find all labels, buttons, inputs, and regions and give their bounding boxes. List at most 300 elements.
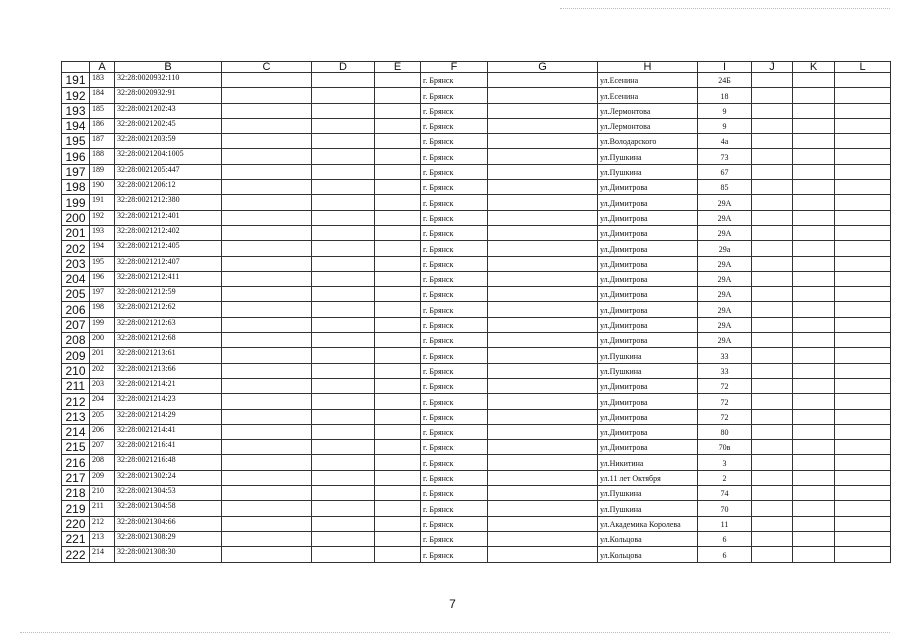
cell-h[interactable]: ул.Димитрова bbox=[598, 409, 698, 424]
cell-c[interactable] bbox=[222, 501, 312, 516]
cell-l[interactable] bbox=[835, 470, 891, 485]
cell-f[interactable]: г. Брянск bbox=[421, 424, 488, 439]
cell-j[interactable] bbox=[752, 210, 793, 225]
row-number[interactable]: 222 bbox=[62, 547, 90, 562]
cell-e[interactable] bbox=[375, 134, 421, 149]
cell-f[interactable]: г. Брянск bbox=[421, 164, 488, 179]
cell-g[interactable] bbox=[488, 547, 598, 562]
cell-j[interactable] bbox=[752, 547, 793, 562]
cell-d[interactable] bbox=[312, 180, 375, 195]
cell-g[interactable] bbox=[488, 195, 598, 210]
row-number[interactable]: 208 bbox=[62, 333, 90, 348]
cell-e[interactable] bbox=[375, 470, 421, 485]
cell-f[interactable]: г. Брянск bbox=[421, 287, 488, 302]
cell-a[interactable]: 187 bbox=[90, 134, 115, 149]
cell-h[interactable]: ул.Димитрова bbox=[598, 440, 698, 455]
cell-l[interactable] bbox=[835, 455, 891, 470]
cell-c[interactable] bbox=[222, 470, 312, 485]
cell-k[interactable] bbox=[793, 210, 835, 225]
cell-h[interactable]: ул.Есенина bbox=[598, 73, 698, 88]
cell-k[interactable] bbox=[793, 348, 835, 363]
row-number[interactable]: 194 bbox=[62, 118, 90, 133]
column-header-a[interactable]: A bbox=[90, 62, 115, 73]
cell-g[interactable] bbox=[488, 164, 598, 179]
cell-l[interactable] bbox=[835, 378, 891, 393]
corner-header[interactable] bbox=[62, 62, 90, 73]
cell-b[interactable]: 32:28:0021206:12 bbox=[115, 180, 222, 195]
cell-e[interactable] bbox=[375, 118, 421, 133]
cell-j[interactable] bbox=[752, 164, 793, 179]
cell-d[interactable] bbox=[312, 103, 375, 118]
cell-i[interactable]: 2 bbox=[698, 470, 752, 485]
cell-k[interactable] bbox=[793, 271, 835, 286]
cell-a[interactable]: 184 bbox=[90, 88, 115, 103]
cell-b[interactable]: 32:28:0021212:411 bbox=[115, 271, 222, 286]
cell-a[interactable]: 197 bbox=[90, 287, 115, 302]
cell-l[interactable] bbox=[835, 103, 891, 118]
cell-c[interactable] bbox=[222, 241, 312, 256]
cell-b[interactable]: 32:28:0021203:59 bbox=[115, 134, 222, 149]
cell-f[interactable]: г. Брянск bbox=[421, 333, 488, 348]
cell-a[interactable]: 193 bbox=[90, 225, 115, 240]
cell-c[interactable] bbox=[222, 164, 312, 179]
cell-f[interactable]: г. Брянск bbox=[421, 271, 488, 286]
cell-d[interactable] bbox=[312, 271, 375, 286]
cell-l[interactable] bbox=[835, 501, 891, 516]
cell-j[interactable] bbox=[752, 363, 793, 378]
cell-i[interactable]: 29А bbox=[698, 256, 752, 271]
column-header-e[interactable]: E bbox=[375, 62, 421, 73]
cell-l[interactable] bbox=[835, 271, 891, 286]
cell-g[interactable] bbox=[488, 180, 598, 195]
cell-d[interactable] bbox=[312, 73, 375, 88]
cell-i[interactable]: 29А bbox=[698, 333, 752, 348]
cell-e[interactable] bbox=[375, 333, 421, 348]
cell-g[interactable] bbox=[488, 287, 598, 302]
cell-b[interactable]: 32:28:0021214:21 bbox=[115, 378, 222, 393]
cell-a[interactable]: 209 bbox=[90, 470, 115, 485]
cell-k[interactable] bbox=[793, 333, 835, 348]
cell-c[interactable] bbox=[222, 547, 312, 562]
cell-e[interactable] bbox=[375, 149, 421, 164]
cell-i[interactable]: 70в bbox=[698, 440, 752, 455]
cell-a[interactable]: 190 bbox=[90, 180, 115, 195]
cell-l[interactable] bbox=[835, 363, 891, 378]
cell-j[interactable] bbox=[752, 317, 793, 332]
column-header-j[interactable]: J bbox=[752, 62, 793, 73]
cell-h[interactable]: ул.Димитрова bbox=[598, 271, 698, 286]
cell-f[interactable]: г. Брянск bbox=[421, 225, 488, 240]
cell-g[interactable] bbox=[488, 470, 598, 485]
cell-i[interactable]: 24Б bbox=[698, 73, 752, 88]
cell-d[interactable] bbox=[312, 317, 375, 332]
cell-l[interactable] bbox=[835, 333, 891, 348]
row-number[interactable]: 200 bbox=[62, 210, 90, 225]
cell-c[interactable] bbox=[222, 455, 312, 470]
row-number[interactable]: 203 bbox=[62, 256, 90, 271]
cell-c[interactable] bbox=[222, 516, 312, 531]
cell-c[interactable] bbox=[222, 440, 312, 455]
cell-a[interactable]: 185 bbox=[90, 103, 115, 118]
cell-h[interactable]: ул.Пушкина bbox=[598, 164, 698, 179]
cell-i[interactable]: 70 bbox=[698, 501, 752, 516]
cell-k[interactable] bbox=[793, 195, 835, 210]
cell-j[interactable] bbox=[752, 486, 793, 501]
cell-i[interactable]: 29а bbox=[698, 241, 752, 256]
cell-h[interactable]: ул.Пушкина bbox=[598, 486, 698, 501]
cell-c[interactable] bbox=[222, 210, 312, 225]
cell-c[interactable] bbox=[222, 225, 312, 240]
cell-c[interactable] bbox=[222, 103, 312, 118]
cell-e[interactable] bbox=[375, 164, 421, 179]
cell-j[interactable] bbox=[752, 470, 793, 485]
cell-l[interactable] bbox=[835, 256, 891, 271]
cell-i[interactable]: 6 bbox=[698, 531, 752, 546]
cell-k[interactable] bbox=[793, 516, 835, 531]
cell-f[interactable]: г. Брянск bbox=[421, 470, 488, 485]
cell-c[interactable] bbox=[222, 378, 312, 393]
cell-k[interactable] bbox=[793, 363, 835, 378]
column-header-b[interactable]: B bbox=[115, 62, 222, 73]
cell-e[interactable] bbox=[375, 287, 421, 302]
cell-j[interactable] bbox=[752, 424, 793, 439]
cell-k[interactable] bbox=[793, 547, 835, 562]
cell-i[interactable]: 67 bbox=[698, 164, 752, 179]
cell-a[interactable]: 206 bbox=[90, 424, 115, 439]
cell-d[interactable] bbox=[312, 256, 375, 271]
cell-h[interactable]: ул.Димитрова bbox=[598, 225, 698, 240]
column-header-l[interactable]: L bbox=[835, 62, 891, 73]
cell-g[interactable] bbox=[488, 302, 598, 317]
cell-k[interactable] bbox=[793, 440, 835, 455]
row-number[interactable]: 205 bbox=[62, 287, 90, 302]
cell-g[interactable] bbox=[488, 225, 598, 240]
cell-j[interactable] bbox=[752, 256, 793, 271]
cell-j[interactable] bbox=[752, 302, 793, 317]
cell-a[interactable]: 208 bbox=[90, 455, 115, 470]
cell-i[interactable]: 29А bbox=[698, 225, 752, 240]
cell-i[interactable]: 72 bbox=[698, 394, 752, 409]
cell-a[interactable]: 199 bbox=[90, 317, 115, 332]
cell-h[interactable]: ул.Лермонтова bbox=[598, 103, 698, 118]
cell-f[interactable]: г. Брянск bbox=[421, 256, 488, 271]
cell-d[interactable] bbox=[312, 225, 375, 240]
cell-h[interactable]: ул.Димитрова bbox=[598, 180, 698, 195]
cell-j[interactable] bbox=[752, 195, 793, 210]
cell-e[interactable] bbox=[375, 103, 421, 118]
cell-l[interactable] bbox=[835, 134, 891, 149]
column-header-k[interactable]: K bbox=[793, 62, 835, 73]
cell-g[interactable] bbox=[488, 363, 598, 378]
cell-b[interactable]: 32:28:0021214:41 bbox=[115, 424, 222, 439]
cell-k[interactable] bbox=[793, 394, 835, 409]
cell-a[interactable]: 192 bbox=[90, 210, 115, 225]
cell-g[interactable] bbox=[488, 378, 598, 393]
cell-f[interactable]: г. Брянск bbox=[421, 103, 488, 118]
cell-k[interactable] bbox=[793, 302, 835, 317]
cell-h[interactable]: ул.Пушкина bbox=[598, 348, 698, 363]
cell-h[interactable]: ул.Пушкина bbox=[598, 363, 698, 378]
row-number[interactable]: 201 bbox=[62, 225, 90, 240]
cell-a[interactable]: 212 bbox=[90, 516, 115, 531]
cell-b[interactable]: 32:28:0021308:30 bbox=[115, 547, 222, 562]
cell-c[interactable] bbox=[222, 333, 312, 348]
cell-f[interactable]: г. Брянск bbox=[421, 134, 488, 149]
cell-l[interactable] bbox=[835, 149, 891, 164]
cell-a[interactable]: 183 bbox=[90, 73, 115, 88]
row-number[interactable]: 199 bbox=[62, 195, 90, 210]
cell-h[interactable]: ул.Пушкина bbox=[598, 501, 698, 516]
cell-i[interactable]: 85 bbox=[698, 180, 752, 195]
cell-d[interactable] bbox=[312, 440, 375, 455]
row-number[interactable]: 193 bbox=[62, 103, 90, 118]
cell-k[interactable] bbox=[793, 73, 835, 88]
cell-j[interactable] bbox=[752, 348, 793, 363]
cell-a[interactable]: 200 bbox=[90, 333, 115, 348]
cell-k[interactable] bbox=[793, 455, 835, 470]
cell-k[interactable] bbox=[793, 180, 835, 195]
cell-b[interactable]: 32:28:0021304:66 bbox=[115, 516, 222, 531]
cell-k[interactable] bbox=[793, 501, 835, 516]
cell-h[interactable]: ул.11 лет Октября bbox=[598, 470, 698, 485]
cell-h[interactable]: ул.Димитрова bbox=[598, 302, 698, 317]
cell-i[interactable]: 72 bbox=[698, 409, 752, 424]
cell-k[interactable] bbox=[793, 531, 835, 546]
cell-e[interactable] bbox=[375, 531, 421, 546]
row-number[interactable]: 217 bbox=[62, 470, 90, 485]
cell-b[interactable]: 32:28:0021212:401 bbox=[115, 210, 222, 225]
cell-e[interactable] bbox=[375, 225, 421, 240]
cell-i[interactable]: 4а bbox=[698, 134, 752, 149]
cell-h[interactable]: ул.Володарского bbox=[598, 134, 698, 149]
cell-e[interactable] bbox=[375, 210, 421, 225]
cell-d[interactable] bbox=[312, 547, 375, 562]
cell-j[interactable] bbox=[752, 516, 793, 531]
cell-k[interactable] bbox=[793, 486, 835, 501]
row-number[interactable]: 192 bbox=[62, 88, 90, 103]
cell-d[interactable] bbox=[312, 149, 375, 164]
cell-d[interactable] bbox=[312, 394, 375, 409]
cell-e[interactable] bbox=[375, 348, 421, 363]
cell-c[interactable] bbox=[222, 134, 312, 149]
cell-f[interactable]: г. Брянск bbox=[421, 73, 488, 88]
cell-a[interactable]: 202 bbox=[90, 363, 115, 378]
column-header-c[interactable]: C bbox=[222, 62, 312, 73]
cell-l[interactable] bbox=[835, 516, 891, 531]
cell-b[interactable]: 32:28:0021213:61 bbox=[115, 348, 222, 363]
cell-j[interactable] bbox=[752, 149, 793, 164]
cell-j[interactable] bbox=[752, 241, 793, 256]
cell-l[interactable] bbox=[835, 164, 891, 179]
cell-d[interactable] bbox=[312, 134, 375, 149]
cell-e[interactable] bbox=[375, 271, 421, 286]
cell-j[interactable] bbox=[752, 287, 793, 302]
cell-b[interactable]: 32:28:0021214:23 bbox=[115, 394, 222, 409]
cell-d[interactable] bbox=[312, 531, 375, 546]
cell-k[interactable] bbox=[793, 424, 835, 439]
row-number[interactable]: 198 bbox=[62, 180, 90, 195]
cell-d[interactable] bbox=[312, 363, 375, 378]
cell-l[interactable] bbox=[835, 317, 891, 332]
cell-k[interactable] bbox=[793, 256, 835, 271]
cell-b[interactable]: 32:28:0021212:59 bbox=[115, 287, 222, 302]
cell-l[interactable] bbox=[835, 88, 891, 103]
cell-l[interactable] bbox=[835, 210, 891, 225]
cell-f[interactable]: г. Брянск bbox=[421, 118, 488, 133]
row-number[interactable]: 209 bbox=[62, 348, 90, 363]
cell-j[interactable] bbox=[752, 378, 793, 393]
cell-e[interactable] bbox=[375, 486, 421, 501]
cell-g[interactable] bbox=[488, 531, 598, 546]
cell-a[interactable]: 204 bbox=[90, 394, 115, 409]
cell-j[interactable] bbox=[752, 394, 793, 409]
cell-d[interactable] bbox=[312, 455, 375, 470]
cell-g[interactable] bbox=[488, 424, 598, 439]
cell-i[interactable]: 72 bbox=[698, 378, 752, 393]
cell-d[interactable] bbox=[312, 210, 375, 225]
cell-c[interactable] bbox=[222, 531, 312, 546]
cell-d[interactable] bbox=[312, 348, 375, 363]
cell-h[interactable]: ул.Кольцова bbox=[598, 531, 698, 546]
cell-f[interactable]: г. Брянск bbox=[421, 455, 488, 470]
cell-b[interactable]: 32:28:0021304:53 bbox=[115, 486, 222, 501]
cell-j[interactable] bbox=[752, 333, 793, 348]
cell-a[interactable]: 207 bbox=[90, 440, 115, 455]
cell-e[interactable] bbox=[375, 424, 421, 439]
row-number[interactable]: 211 bbox=[62, 378, 90, 393]
cell-l[interactable] bbox=[835, 118, 891, 133]
cell-i[interactable]: 11 bbox=[698, 516, 752, 531]
cell-d[interactable] bbox=[312, 195, 375, 210]
cell-a[interactable]: 194 bbox=[90, 241, 115, 256]
cell-b[interactable]: 32:28:0021213:66 bbox=[115, 363, 222, 378]
cell-f[interactable]: г. Брянск bbox=[421, 180, 488, 195]
column-header-f[interactable]: F bbox=[421, 62, 488, 73]
cell-d[interactable] bbox=[312, 164, 375, 179]
cell-a[interactable]: 214 bbox=[90, 547, 115, 562]
cell-g[interactable] bbox=[488, 149, 598, 164]
row-number[interactable]: 218 bbox=[62, 486, 90, 501]
cell-g[interactable] bbox=[488, 486, 598, 501]
cell-f[interactable]: г. Брянск bbox=[421, 516, 488, 531]
cell-b[interactable]: 32:28:0021212:405 bbox=[115, 241, 222, 256]
cell-b[interactable]: 32:28:0021216:48 bbox=[115, 455, 222, 470]
cell-h[interactable]: ул.Кольцова bbox=[598, 547, 698, 562]
cell-d[interactable] bbox=[312, 378, 375, 393]
cell-k[interactable] bbox=[793, 149, 835, 164]
row-number[interactable]: 207 bbox=[62, 317, 90, 332]
cell-k[interactable] bbox=[793, 164, 835, 179]
cell-a[interactable]: 191 bbox=[90, 195, 115, 210]
cell-c[interactable] bbox=[222, 256, 312, 271]
cell-b[interactable]: 32:28:0021205:447 bbox=[115, 164, 222, 179]
cell-e[interactable] bbox=[375, 409, 421, 424]
cell-l[interactable] bbox=[835, 424, 891, 439]
cell-f[interactable]: г. Брянск bbox=[421, 195, 488, 210]
cell-d[interactable] bbox=[312, 333, 375, 348]
cell-d[interactable] bbox=[312, 118, 375, 133]
cell-e[interactable] bbox=[375, 547, 421, 562]
cell-d[interactable] bbox=[312, 88, 375, 103]
cell-f[interactable]: г. Брянск bbox=[421, 149, 488, 164]
cell-c[interactable] bbox=[222, 195, 312, 210]
row-number[interactable]: 216 bbox=[62, 455, 90, 470]
cell-f[interactable]: г. Брянск bbox=[421, 531, 488, 546]
cell-c[interactable] bbox=[222, 424, 312, 439]
cell-f[interactable]: г. Брянск bbox=[421, 302, 488, 317]
cell-k[interactable] bbox=[793, 378, 835, 393]
cell-j[interactable] bbox=[752, 531, 793, 546]
cell-k[interactable] bbox=[793, 225, 835, 240]
cell-e[interactable] bbox=[375, 440, 421, 455]
cell-k[interactable] bbox=[793, 118, 835, 133]
cell-h[interactable]: ул.Димитрова bbox=[598, 378, 698, 393]
cell-e[interactable] bbox=[375, 88, 421, 103]
cell-i[interactable]: 29А bbox=[698, 195, 752, 210]
cell-j[interactable] bbox=[752, 501, 793, 516]
column-header-h[interactable]: H bbox=[598, 62, 698, 73]
cell-f[interactable]: г. Брянск bbox=[421, 409, 488, 424]
cell-j[interactable] bbox=[752, 409, 793, 424]
cell-h[interactable]: ул.Димитрова bbox=[598, 210, 698, 225]
cell-d[interactable] bbox=[312, 409, 375, 424]
cell-i[interactable]: 29А bbox=[698, 302, 752, 317]
cell-j[interactable] bbox=[752, 180, 793, 195]
cell-f[interactable]: г. Брянск bbox=[421, 348, 488, 363]
cell-e[interactable] bbox=[375, 363, 421, 378]
cell-b[interactable]: 32:28:0021202:45 bbox=[115, 118, 222, 133]
cell-k[interactable] bbox=[793, 134, 835, 149]
cell-a[interactable]: 195 bbox=[90, 256, 115, 271]
cell-b[interactable]: 32:28:0020932:110 bbox=[115, 73, 222, 88]
cell-h[interactable]: ул.Никитина bbox=[598, 455, 698, 470]
cell-c[interactable] bbox=[222, 486, 312, 501]
cell-f[interactable]: г. Брянск bbox=[421, 363, 488, 378]
cell-h[interactable]: ул.Димитрова bbox=[598, 317, 698, 332]
cell-j[interactable] bbox=[752, 118, 793, 133]
cell-j[interactable] bbox=[752, 225, 793, 240]
cell-c[interactable] bbox=[222, 271, 312, 286]
cell-h[interactable]: ул.Пушкина bbox=[598, 149, 698, 164]
cell-e[interactable] bbox=[375, 378, 421, 393]
cell-k[interactable] bbox=[793, 241, 835, 256]
row-number[interactable]: 204 bbox=[62, 271, 90, 286]
cell-c[interactable] bbox=[222, 180, 312, 195]
cell-j[interactable] bbox=[752, 88, 793, 103]
cell-j[interactable] bbox=[752, 271, 793, 286]
cell-f[interactable]: г. Брянск bbox=[421, 210, 488, 225]
cell-c[interactable] bbox=[222, 348, 312, 363]
cell-l[interactable] bbox=[835, 486, 891, 501]
cell-g[interactable] bbox=[488, 394, 598, 409]
cell-e[interactable] bbox=[375, 256, 421, 271]
cell-j[interactable] bbox=[752, 455, 793, 470]
cell-h[interactable]: ул.Димитрова bbox=[598, 333, 698, 348]
cell-k[interactable] bbox=[793, 470, 835, 485]
cell-g[interactable] bbox=[488, 455, 598, 470]
cell-e[interactable] bbox=[375, 241, 421, 256]
cell-l[interactable] bbox=[835, 409, 891, 424]
cell-i[interactable]: 33 bbox=[698, 348, 752, 363]
cell-i[interactable]: 3 bbox=[698, 455, 752, 470]
cell-e[interactable] bbox=[375, 73, 421, 88]
cell-a[interactable]: 189 bbox=[90, 164, 115, 179]
row-number[interactable]: 191 bbox=[62, 73, 90, 88]
cell-l[interactable] bbox=[835, 225, 891, 240]
row-number[interactable]: 212 bbox=[62, 394, 90, 409]
cell-l[interactable] bbox=[835, 241, 891, 256]
cell-l[interactable] bbox=[835, 440, 891, 455]
